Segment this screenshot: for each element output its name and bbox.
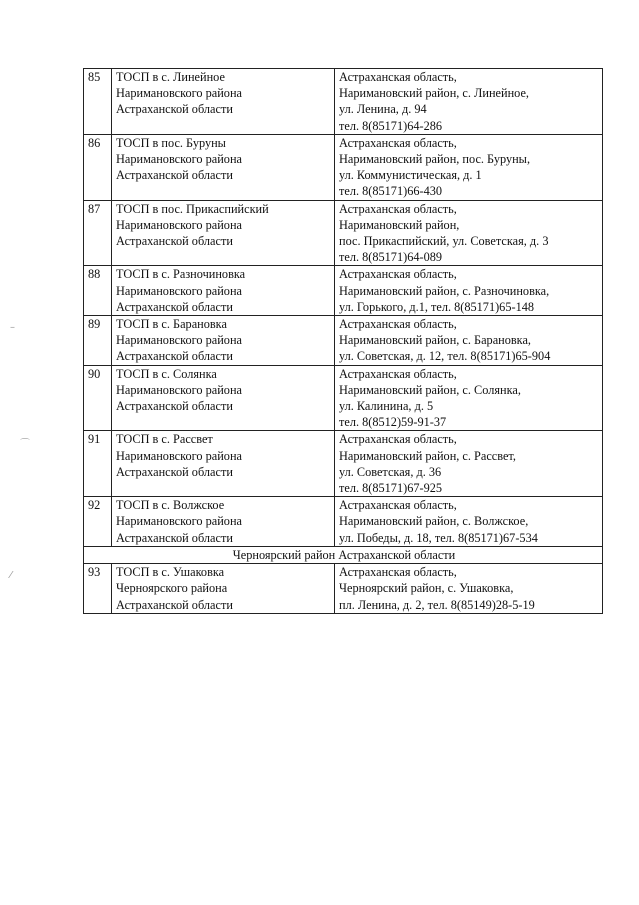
- office-address-cell: [335, 266, 603, 316]
- offices-table: [83, 68, 603, 614]
- office-name-line: Астраханской области: [116, 299, 233, 314]
- office-row: [84, 69, 603, 135]
- office-row: [84, 316, 603, 366]
- region-header-row: [84, 546, 603, 563]
- office-row: [84, 497, 603, 547]
- office-address-line: Наримановский район, с. Барановка,: [339, 333, 532, 348]
- office-name-line: Астраханской области: [116, 399, 233, 414]
- office-name-line: ТОСП в с. Ушаковка: [116, 565, 225, 580]
- office-address-line: Наримановский район, с. Линейное,: [339, 86, 529, 101]
- office-address-line: тел. 8(85171)66-430: [339, 184, 443, 199]
- office-address-line: пл. Ленина, д. 2, тел. 8(85149)28-5-19: [339, 597, 535, 612]
- office-name-line: ТОСП в с. Солянка: [116, 366, 217, 381]
- row-number: 90: [84, 365, 112, 431]
- office-address-line: тел. 8(85171)64-089: [339, 250, 443, 265]
- office-address-cell: [335, 316, 603, 366]
- office-address-line: ул. Победы, д. 18, тел. 8(85171)67-534: [339, 530, 538, 545]
- office-name-line: Наримановского района: [116, 152, 242, 167]
- office-name-line: Астраханской области: [116, 530, 233, 545]
- office-address-line: Астраханская область,: [339, 432, 457, 447]
- office-name-line: Наримановского района: [116, 333, 242, 348]
- office-address-line: Наримановский район, с. Солянка,: [339, 382, 521, 397]
- office-name-line: Астраханской области: [116, 168, 233, 183]
- row-number: 87: [84, 200, 112, 266]
- row-number: 85: [84, 69, 112, 135]
- scan-mark: ⁄: [10, 570, 12, 581]
- office-name-line: Наримановского района: [116, 283, 242, 298]
- office-address-line: Астраханская область,: [339, 565, 457, 580]
- row-number: 91: [84, 431, 112, 497]
- office-address-line: Астраханская область,: [339, 201, 457, 216]
- office-name-line: Астраханской области: [116, 597, 233, 612]
- office-address-line: Астраханская область,: [339, 70, 457, 84]
- office-address-line: Наримановский район,: [339, 217, 460, 232]
- office-name-line: Астраханской области: [116, 234, 233, 249]
- office-name-line: ТОСП в пос. Буруны: [116, 135, 226, 150]
- offices-table-body: [84, 69, 603, 614]
- office-address-line: ул. Калинина, д. 5: [339, 399, 434, 414]
- office-address-line: Наримановский район, с. Рассвет,: [339, 448, 516, 463]
- office-name-line: ТОСП в с. Линейное: [116, 70, 225, 84]
- office-name-cell: [112, 497, 335, 547]
- scan-mark: –: [10, 322, 15, 333]
- office-name-cell: [112, 200, 335, 266]
- office-address-line: Черноярский район, с. Ушаковка,: [339, 581, 514, 596]
- office-row: [84, 200, 603, 266]
- office-name-cell: [112, 431, 335, 497]
- office-address-line: тел. 8(85171)67-925: [339, 481, 443, 496]
- office-address-line: Астраханская область,: [339, 267, 457, 282]
- row-number: 86: [84, 134, 112, 200]
- scan-mark: ⌒: [20, 439, 30, 450]
- office-name-line: Астраханской области: [116, 464, 233, 479]
- office-name-cell: [112, 365, 335, 431]
- office-address-cell: [335, 431, 603, 497]
- office-address-cell: [335, 69, 603, 135]
- office-name-line: Наримановского района: [116, 448, 242, 463]
- office-address-line: ул. Советская, д. 12, тел. 8(85171)65-904: [339, 349, 551, 364]
- office-address-line: Астраханская область,: [339, 366, 457, 381]
- office-name-line: Астраханской области: [116, 102, 233, 117]
- office-address-line: Астраханская область,: [339, 135, 457, 150]
- office-address-line: Наримановский район, с. Волжское,: [339, 514, 529, 529]
- office-address-line: тел. 8(8512)59-91-37: [339, 415, 447, 430]
- region-title: Черноярский район Астраханской области: [84, 546, 603, 563]
- office-address-line: пос. Прикаспийский, ул. Советская, д. 3: [339, 234, 549, 249]
- office-address-line: ул. Советская, д. 36: [339, 464, 442, 479]
- office-name-cell: [112, 564, 335, 614]
- office-address-cell: [335, 365, 603, 431]
- office-name-cell: [112, 316, 335, 366]
- row-number: 92: [84, 497, 112, 547]
- row-number: 93: [84, 564, 112, 614]
- office-address-line: Наримановский район, пос. Буруны,: [339, 152, 531, 167]
- office-address-line: тел. 8(85171)64-286: [339, 118, 443, 133]
- row-number: 88: [84, 266, 112, 316]
- office-address-cell: [335, 497, 603, 547]
- office-address-line: ул. Коммунистическая, д. 1: [339, 168, 482, 183]
- office-address-cell: [335, 134, 603, 200]
- office-address-line: ул. Ленина, д. 94: [339, 102, 427, 117]
- office-address-line: Астраханская область,: [339, 498, 457, 513]
- office-name-line: ТОСП в с. Барановка: [116, 317, 227, 332]
- office-address-line: ул. Горького, д.1, тел. 8(85171)65-148: [339, 299, 535, 314]
- office-name-line: Астраханской области: [116, 349, 233, 364]
- office-row: [84, 564, 603, 614]
- office-name-line: ТОСП в с. Рассвет: [116, 432, 213, 447]
- office-name-line: Наримановского района: [116, 514, 242, 529]
- office-name-cell: [112, 69, 335, 135]
- office-address-cell: [335, 200, 603, 266]
- office-row: [84, 134, 603, 200]
- office-name-line: Наримановского района: [116, 217, 242, 232]
- office-name-line: ТОСП в с. Разночиновка: [116, 267, 246, 282]
- office-name-line: ТОСП в пос. Прикаспийский: [116, 201, 269, 216]
- office-name-cell: [112, 266, 335, 316]
- office-row: [84, 431, 603, 497]
- office-name-line: Наримановского района: [116, 86, 242, 101]
- office-address-line: Астраханская область,: [339, 317, 457, 332]
- row-number: 89: [84, 316, 112, 366]
- office-name-cell: [112, 134, 335, 200]
- office-name-line: ТОСП в с. Волжское: [116, 498, 225, 513]
- office-row: [84, 365, 603, 431]
- office-name-line: Наримановского района: [116, 382, 242, 397]
- office-address-line: Наримановский район, с. Разночиновка,: [339, 283, 550, 298]
- office-name-line: Черноярского района: [116, 581, 228, 596]
- office-address-cell: [335, 564, 603, 614]
- office-row: [84, 266, 603, 316]
